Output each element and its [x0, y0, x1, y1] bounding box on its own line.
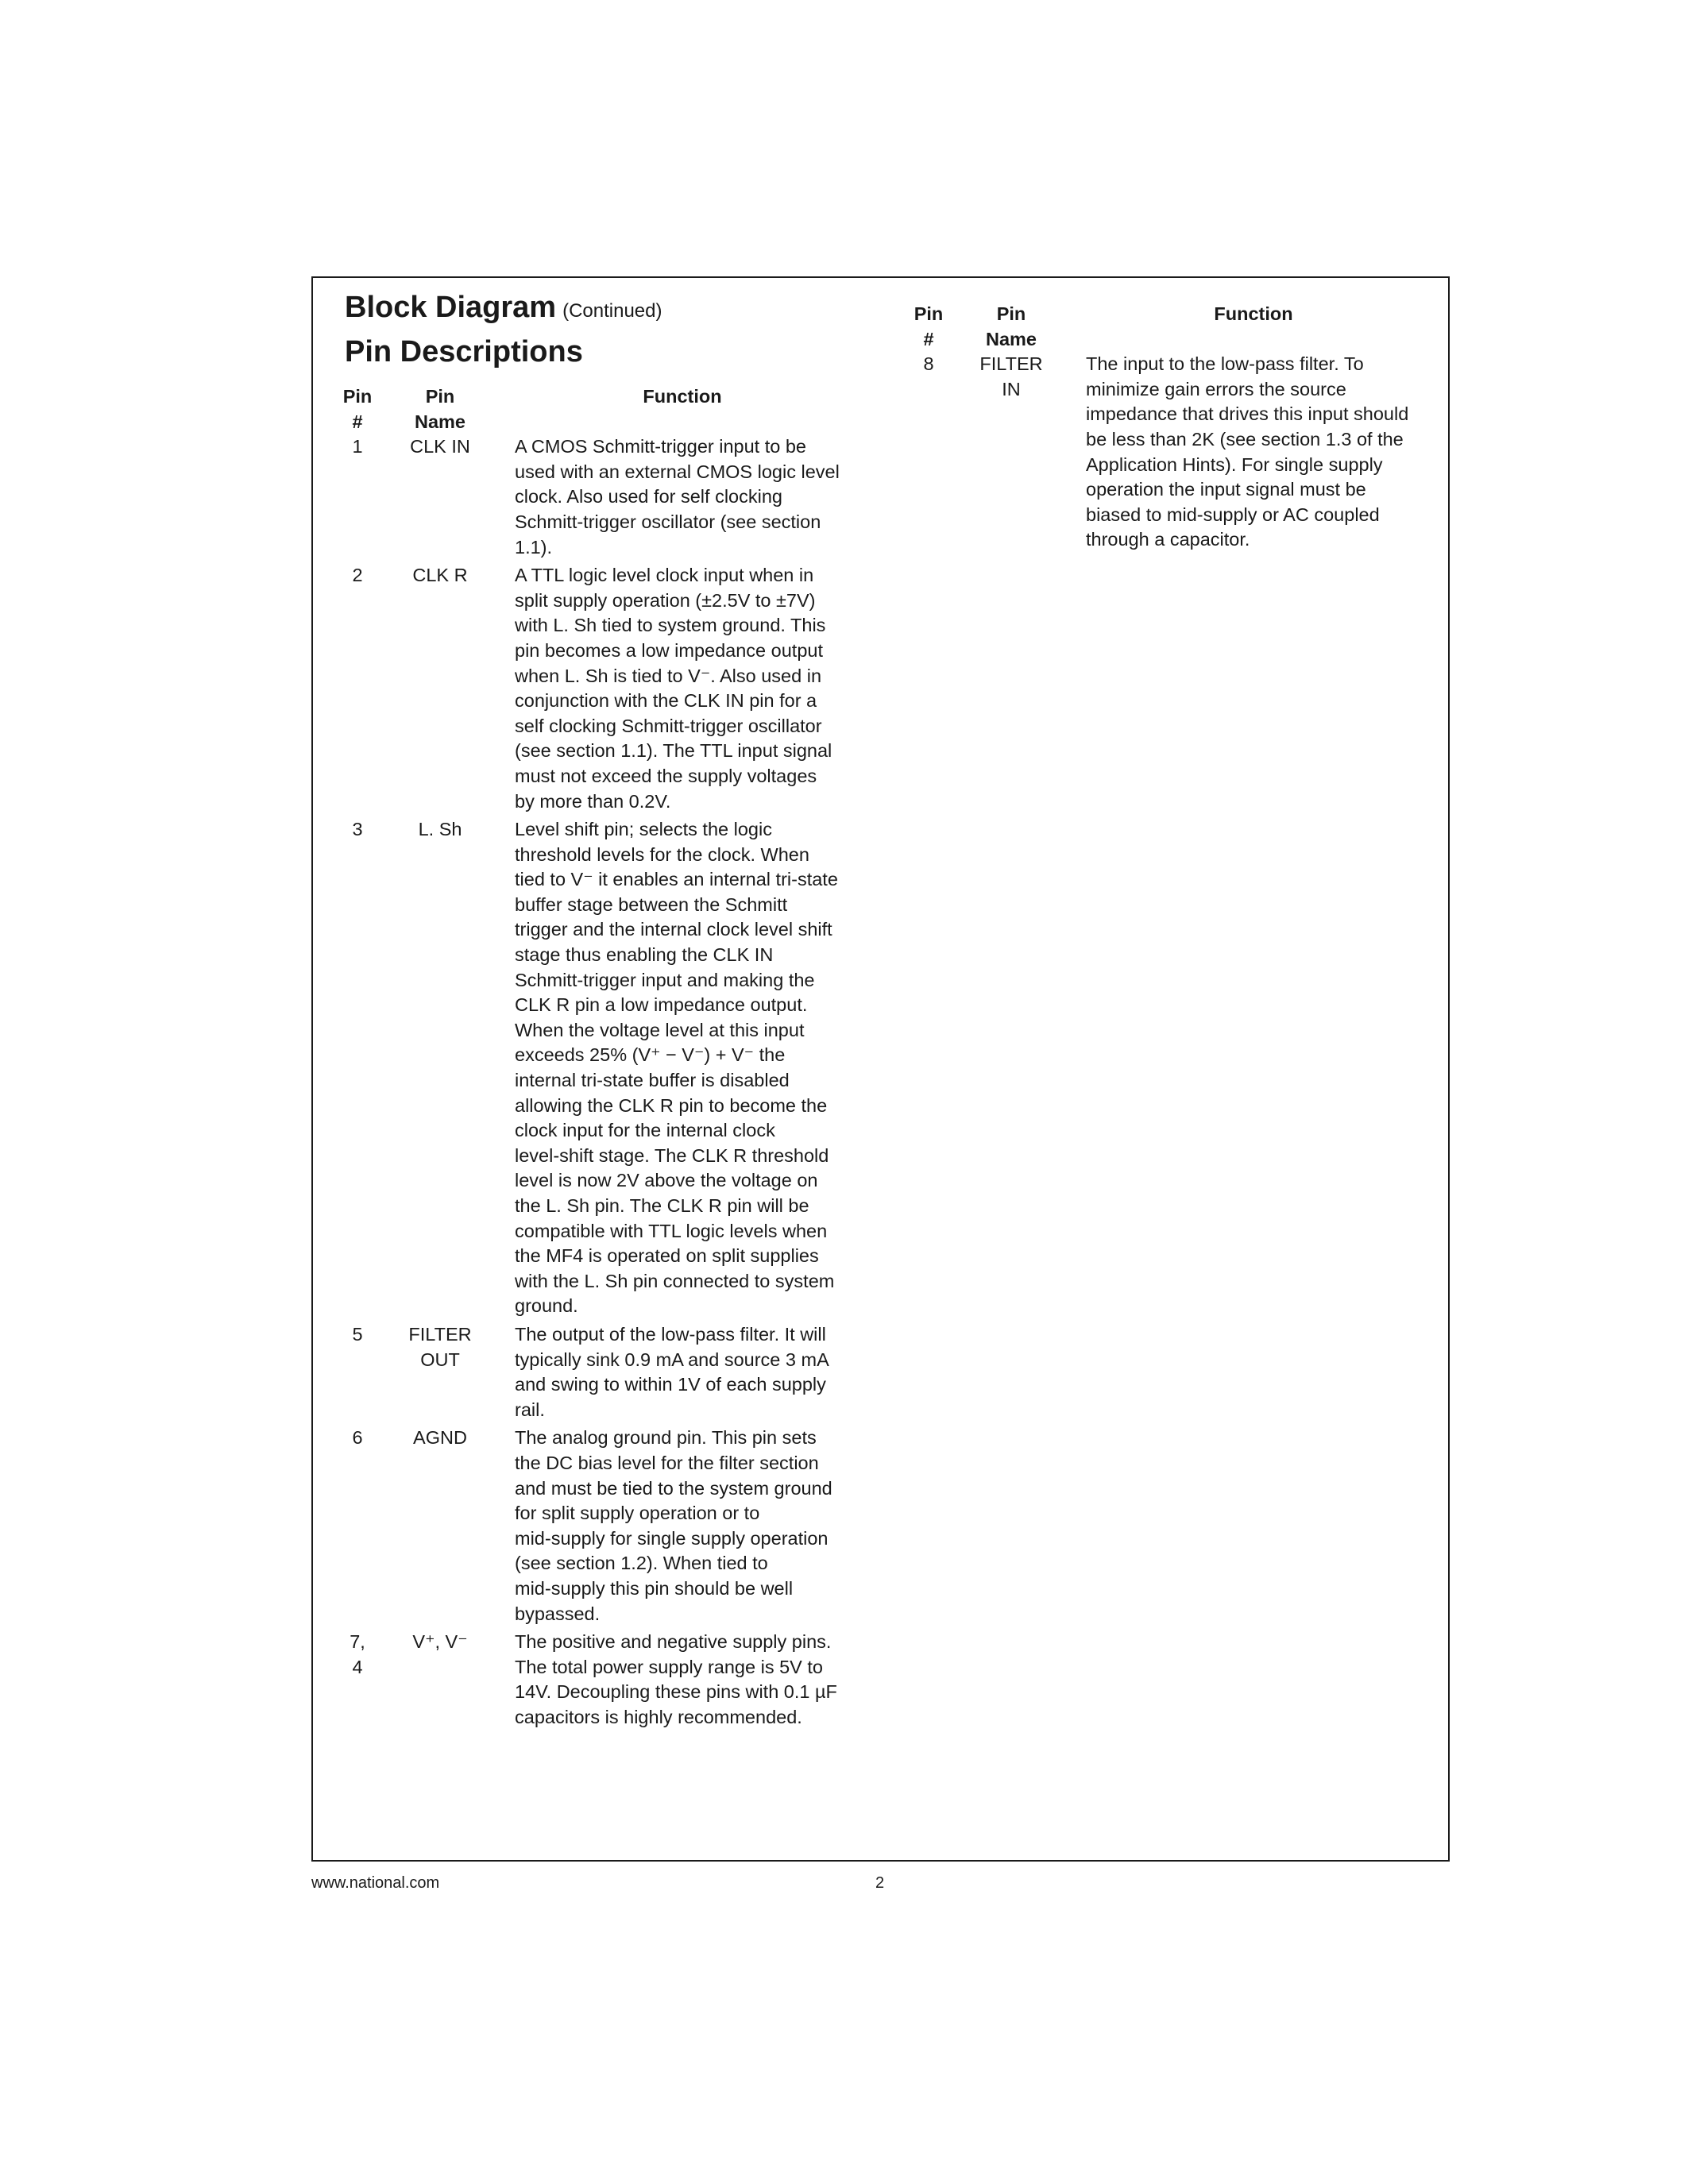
pin-function-cell-line: The positive and negative supply pins. — [515, 1631, 832, 1653]
table-row — [326, 563, 850, 817]
pin-function-cell-line: biased to mid-supply or AC coupled — [1086, 504, 1380, 525]
pin-function-cell-line: The output of the low-pass filter. It will — [515, 1323, 826, 1345]
pin-function-cell-line: clock input for the internal clock — [515, 1120, 775, 1141]
pin-number-cell-line: 6 — [352, 1427, 363, 1449]
pin-function-cell-line: threshold levels for the clock. When — [515, 843, 809, 865]
pin-function-cell-line: Application Hints). For single supply — [1086, 453, 1383, 475]
pin-function-cell-line: Level shift pin; selects the logic — [515, 819, 772, 840]
pin-function-cell-line: rail. — [515, 1399, 545, 1420]
pin-function-cell-line: for split supply operation or to — [515, 1503, 760, 1524]
pin-function-cell-line: 1.1). — [515, 536, 553, 558]
pin-function-cell-line: CLK R pin a low impedance output. — [515, 994, 808, 1016]
pin-function-cell-line: A CMOS Schmitt-trigger input to be — [515, 436, 807, 457]
pin-function-cell-line: level-shift stage. The CLK R threshold — [515, 1144, 829, 1166]
pin-function-cell-line: internal tri-state buffer is disabled — [515, 1070, 790, 1091]
pin-function-cell-line: trigger and the internal clock level shift — [515, 919, 832, 940]
pin-function-cell-line: When the voltage level at this input — [515, 1019, 805, 1040]
pin-function-cell — [1062, 352, 1421, 556]
pin-function-cell-line: buffer stage between the Schmitt — [515, 893, 788, 915]
pin-name-cell-line: CLK R — [412, 565, 468, 586]
pin-function-cell-line: and must be tied to the system ground — [515, 1477, 832, 1499]
pin-number-header: Pin # — [342, 386, 373, 432]
pin-name-cell — [389, 563, 491, 817]
table-header-row — [897, 302, 1421, 352]
table-row — [326, 1426, 850, 1630]
pin-name-cell — [960, 352, 1062, 556]
pin-table-left — [326, 384, 850, 1733]
pin-function-cell-line: split supply operation (±2.5V to ±7V) — [515, 589, 816, 611]
table-row — [326, 817, 850, 1322]
pin-function-cell-line: must not exceed the supply voltages — [515, 765, 817, 786]
pin-function-cell-line: capacitors is highly recommended. — [515, 1706, 802, 1727]
page-number: 2 — [875, 1874, 885, 1892]
pin-number-cell-line: 3 — [352, 819, 363, 840]
pin-function-cell-line: impedance that drives this input should — [1086, 403, 1409, 425]
pin-function-cell-line: The analog ground pin. This pin sets — [515, 1427, 817, 1449]
pin-function-cell-line: mid-supply this pin should be well — [515, 1577, 794, 1599]
footer-url: www.national.com — [311, 1874, 440, 1892]
pin-number-cell-line: 2 — [352, 565, 363, 586]
pin-number-cell-line: 5 — [352, 1323, 363, 1345]
pin-function-cell-line: be less than 2K (see section 1.3 of the — [1086, 428, 1404, 450]
pin-function-cell-line: tied to V⁻ it enables an internal tri-state — [515, 869, 838, 890]
pin-function-cell-line: minimize gain errors the source — [1086, 378, 1346, 399]
pin-function-cell-line: (see section 1.2). When tied to — [515, 1553, 768, 1574]
pin-function-cell-line: operation the input signal must be — [1086, 479, 1366, 500]
pin-name-cell-line: CLK IN — [410, 436, 470, 457]
pin-function-cell-line: ground. — [515, 1295, 578, 1317]
pin-function-cell-line: Schmitt-trigger input and making the — [515, 969, 815, 990]
pin-name-cell-line: V⁺, V⁻ — [412, 1631, 468, 1653]
function-header: Function — [1214, 303, 1293, 324]
pin-function-cell-line: level is now 2V above the voltage on — [515, 1170, 818, 1191]
table-row — [897, 352, 1421, 556]
pin-name-cell-line: AGND — [413, 1427, 467, 1449]
pin-name-cell-line: FILTER — [408, 1323, 472, 1345]
pin-name-cell-line: OUT — [420, 1349, 460, 1370]
pin-function-cell-line: through a capacitor. — [1086, 529, 1250, 550]
pin-function-cell-line: used with an external CMOS logic level — [515, 461, 840, 482]
pin-number-header: Pin # — [914, 303, 944, 349]
pin-function-cell-line: with L. Sh tied to system ground. This — [515, 615, 826, 636]
pin-function-cell-line: exceeds 25% (V⁺ − V⁻) + V⁻ the — [515, 1044, 786, 1066]
pin-function-cell-line: mid-supply for single supply operation — [515, 1527, 829, 1549]
pin-function-cell-line: the MF4 is operated on split supplies — [515, 1245, 819, 1267]
function-header: Function — [643, 386, 722, 407]
pin-function-cell-line: pin becomes a low impedance output — [515, 639, 823, 661]
pin-name-cell — [389, 1426, 491, 1630]
pin-name-cell-line: FILTER — [979, 353, 1043, 375]
pin-function-cell — [491, 1426, 850, 1630]
pin-function-cell-line: allowing the CLK R pin to become the — [515, 1094, 828, 1116]
pin-function-cell-line: when L. Sh is tied to V⁻. Also used in — [515, 665, 822, 686]
block-diagram-title: Block Diagram — [345, 291, 557, 324]
pin-number-cell — [897, 352, 960, 556]
continued-label: (Continued) — [562, 300, 662, 322]
pin-number-cell — [326, 434, 389, 563]
pin-number-cell — [326, 563, 389, 817]
pin-function-cell-line: and swing to within 1V of each supply — [515, 1374, 826, 1395]
pin-name-cell — [389, 434, 491, 563]
block-diagram-heading — [345, 291, 662, 325]
table-row — [326, 434, 850, 563]
pin-function-cell-line: conjunction with the CLK IN pin for a — [515, 690, 817, 712]
pin-function-cell-line: 14V. Decoupling these pins with 0.1 µF — [515, 1681, 837, 1703]
pin-number-cell-line: 8 — [923, 353, 934, 375]
pin-name-header: Pin Name — [414, 386, 465, 432]
pin-function-cell-line: the L. Sh pin. The CLK R pin will be — [515, 1195, 809, 1216]
pin-function-cell — [491, 563, 850, 817]
pin-function-cell-line: clock. Also used for self clocking — [515, 486, 782, 507]
pin-function-cell-line: compatible with TTL logic levels when — [515, 1220, 828, 1241]
pin-name-cell — [389, 1630, 491, 1733]
pin-number-cell — [326, 1322, 389, 1426]
pin-function-cell — [491, 1630, 850, 1733]
pin-number-cell-line: 4 — [352, 1656, 363, 1677]
pin-function-cell-line: self clocking Schmitt-trigger oscillator — [515, 715, 822, 736]
pin-number-cell-line: 7, — [350, 1631, 365, 1653]
pin-function-cell-line: (see section 1.1). The TTL input signal — [515, 740, 832, 762]
pin-function-cell-line: A TTL logic level clock input when in — [515, 565, 814, 586]
table-row — [326, 1630, 850, 1733]
pin-name-cell — [389, 817, 491, 1322]
pin-function-cell — [491, 817, 850, 1322]
pin-number-cell — [326, 817, 389, 1322]
pin-function-cell — [491, 1322, 850, 1426]
pin-number-cell — [326, 1630, 389, 1733]
pin-function-cell-line: by more than 0.2V. — [515, 790, 671, 812]
pin-name-cell — [389, 1322, 491, 1426]
pin-function-cell-line: the DC bias level for the filter section — [515, 1452, 819, 1473]
pin-name-cell-line: IN — [1002, 378, 1021, 399]
table-header-row — [326, 384, 850, 434]
pin-number-cell — [326, 1426, 389, 1630]
pin-function-cell — [491, 434, 850, 563]
pin-number-cell-line: 1 — [352, 436, 363, 457]
pin-function-cell-line: with the L. Sh pin connected to system — [515, 1270, 835, 1291]
pin-name-cell-line: L. Sh — [418, 819, 462, 840]
pin-function-cell-line: The total power supply range is 5V to — [515, 1656, 823, 1677]
pin-function-cell-line: typically sink 0.9 mA and source 3 mA — [515, 1349, 829, 1370]
pin-function-cell-line: stage thus enabling the CLK IN — [515, 944, 774, 966]
pin-function-cell-line: The input to the low-pass filter. To — [1086, 353, 1364, 375]
pin-descriptions-title: Pin Descriptions — [345, 335, 583, 369]
pin-table-right — [897, 302, 1421, 556]
pin-function-cell-line: Schmitt-trigger oscillator (see section — [515, 511, 821, 532]
pin-name-header: Pin Name — [985, 303, 1037, 349]
pin-function-cell-line: bypassed. — [515, 1603, 601, 1624]
table-row — [326, 1322, 850, 1426]
